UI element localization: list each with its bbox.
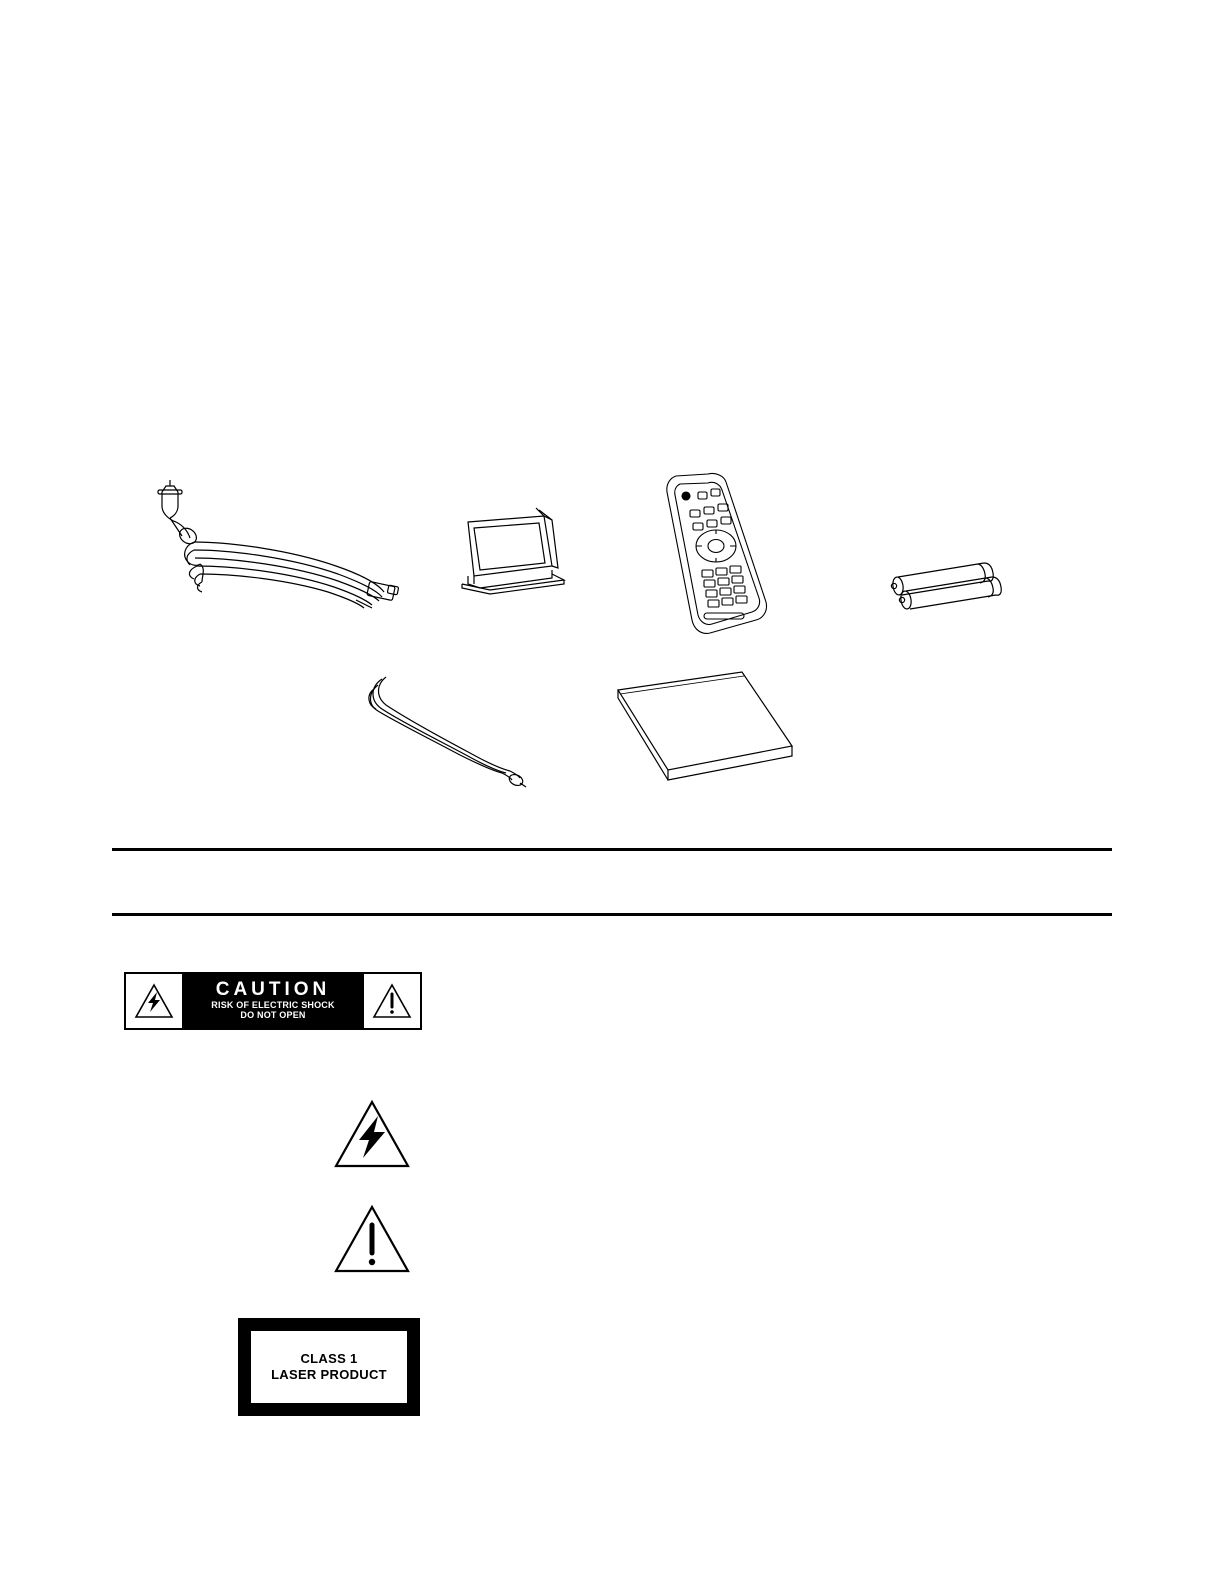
lightning-bolt-icon <box>332 1098 412 1170</box>
laser-line-2: LASER PRODUCT <box>271 1367 387 1382</box>
accessories-row-top <box>110 470 1120 660</box>
laser-line-1: CLASS 1 <box>300 1350 358 1366</box>
exclamation-triangle-icon <box>332 1203 412 1275</box>
caution-left-side <box>126 974 182 1028</box>
section-rule-top <box>112 848 1112 851</box>
lightning-bolt-icon <box>134 983 174 1019</box>
exclamation-triangle-icon <box>372 983 412 1019</box>
accessory-batteries <box>880 555 1020 615</box>
caution-word: CAUTION <box>215 979 331 1001</box>
accessory-power-cord <box>140 480 400 620</box>
accessory-user-manual <box>610 670 800 800</box>
exclamation-symbol <box>332 1203 412 1275</box>
accessory-stand <box>440 500 580 600</box>
laser-label-inner <box>251 1331 407 1403</box>
caution-line2: DO NOT OPEN <box>240 1010 306 1021</box>
caution-line1: RISK OF ELECTRIC SHOCK <box>211 1000 335 1011</box>
accessories-row-bottom <box>110 670 1120 810</box>
accessory-remote-control <box>640 470 820 640</box>
caution-right-side <box>364 974 420 1028</box>
class-1-laser-product-label <box>238 1318 420 1416</box>
lightning-bolt-symbol <box>332 1098 412 1170</box>
section-rule-bottom <box>112 913 1112 916</box>
caution-banner <box>182 974 364 1028</box>
accessory-audio-cable <box>360 675 530 795</box>
caution-label <box>124 972 422 1030</box>
